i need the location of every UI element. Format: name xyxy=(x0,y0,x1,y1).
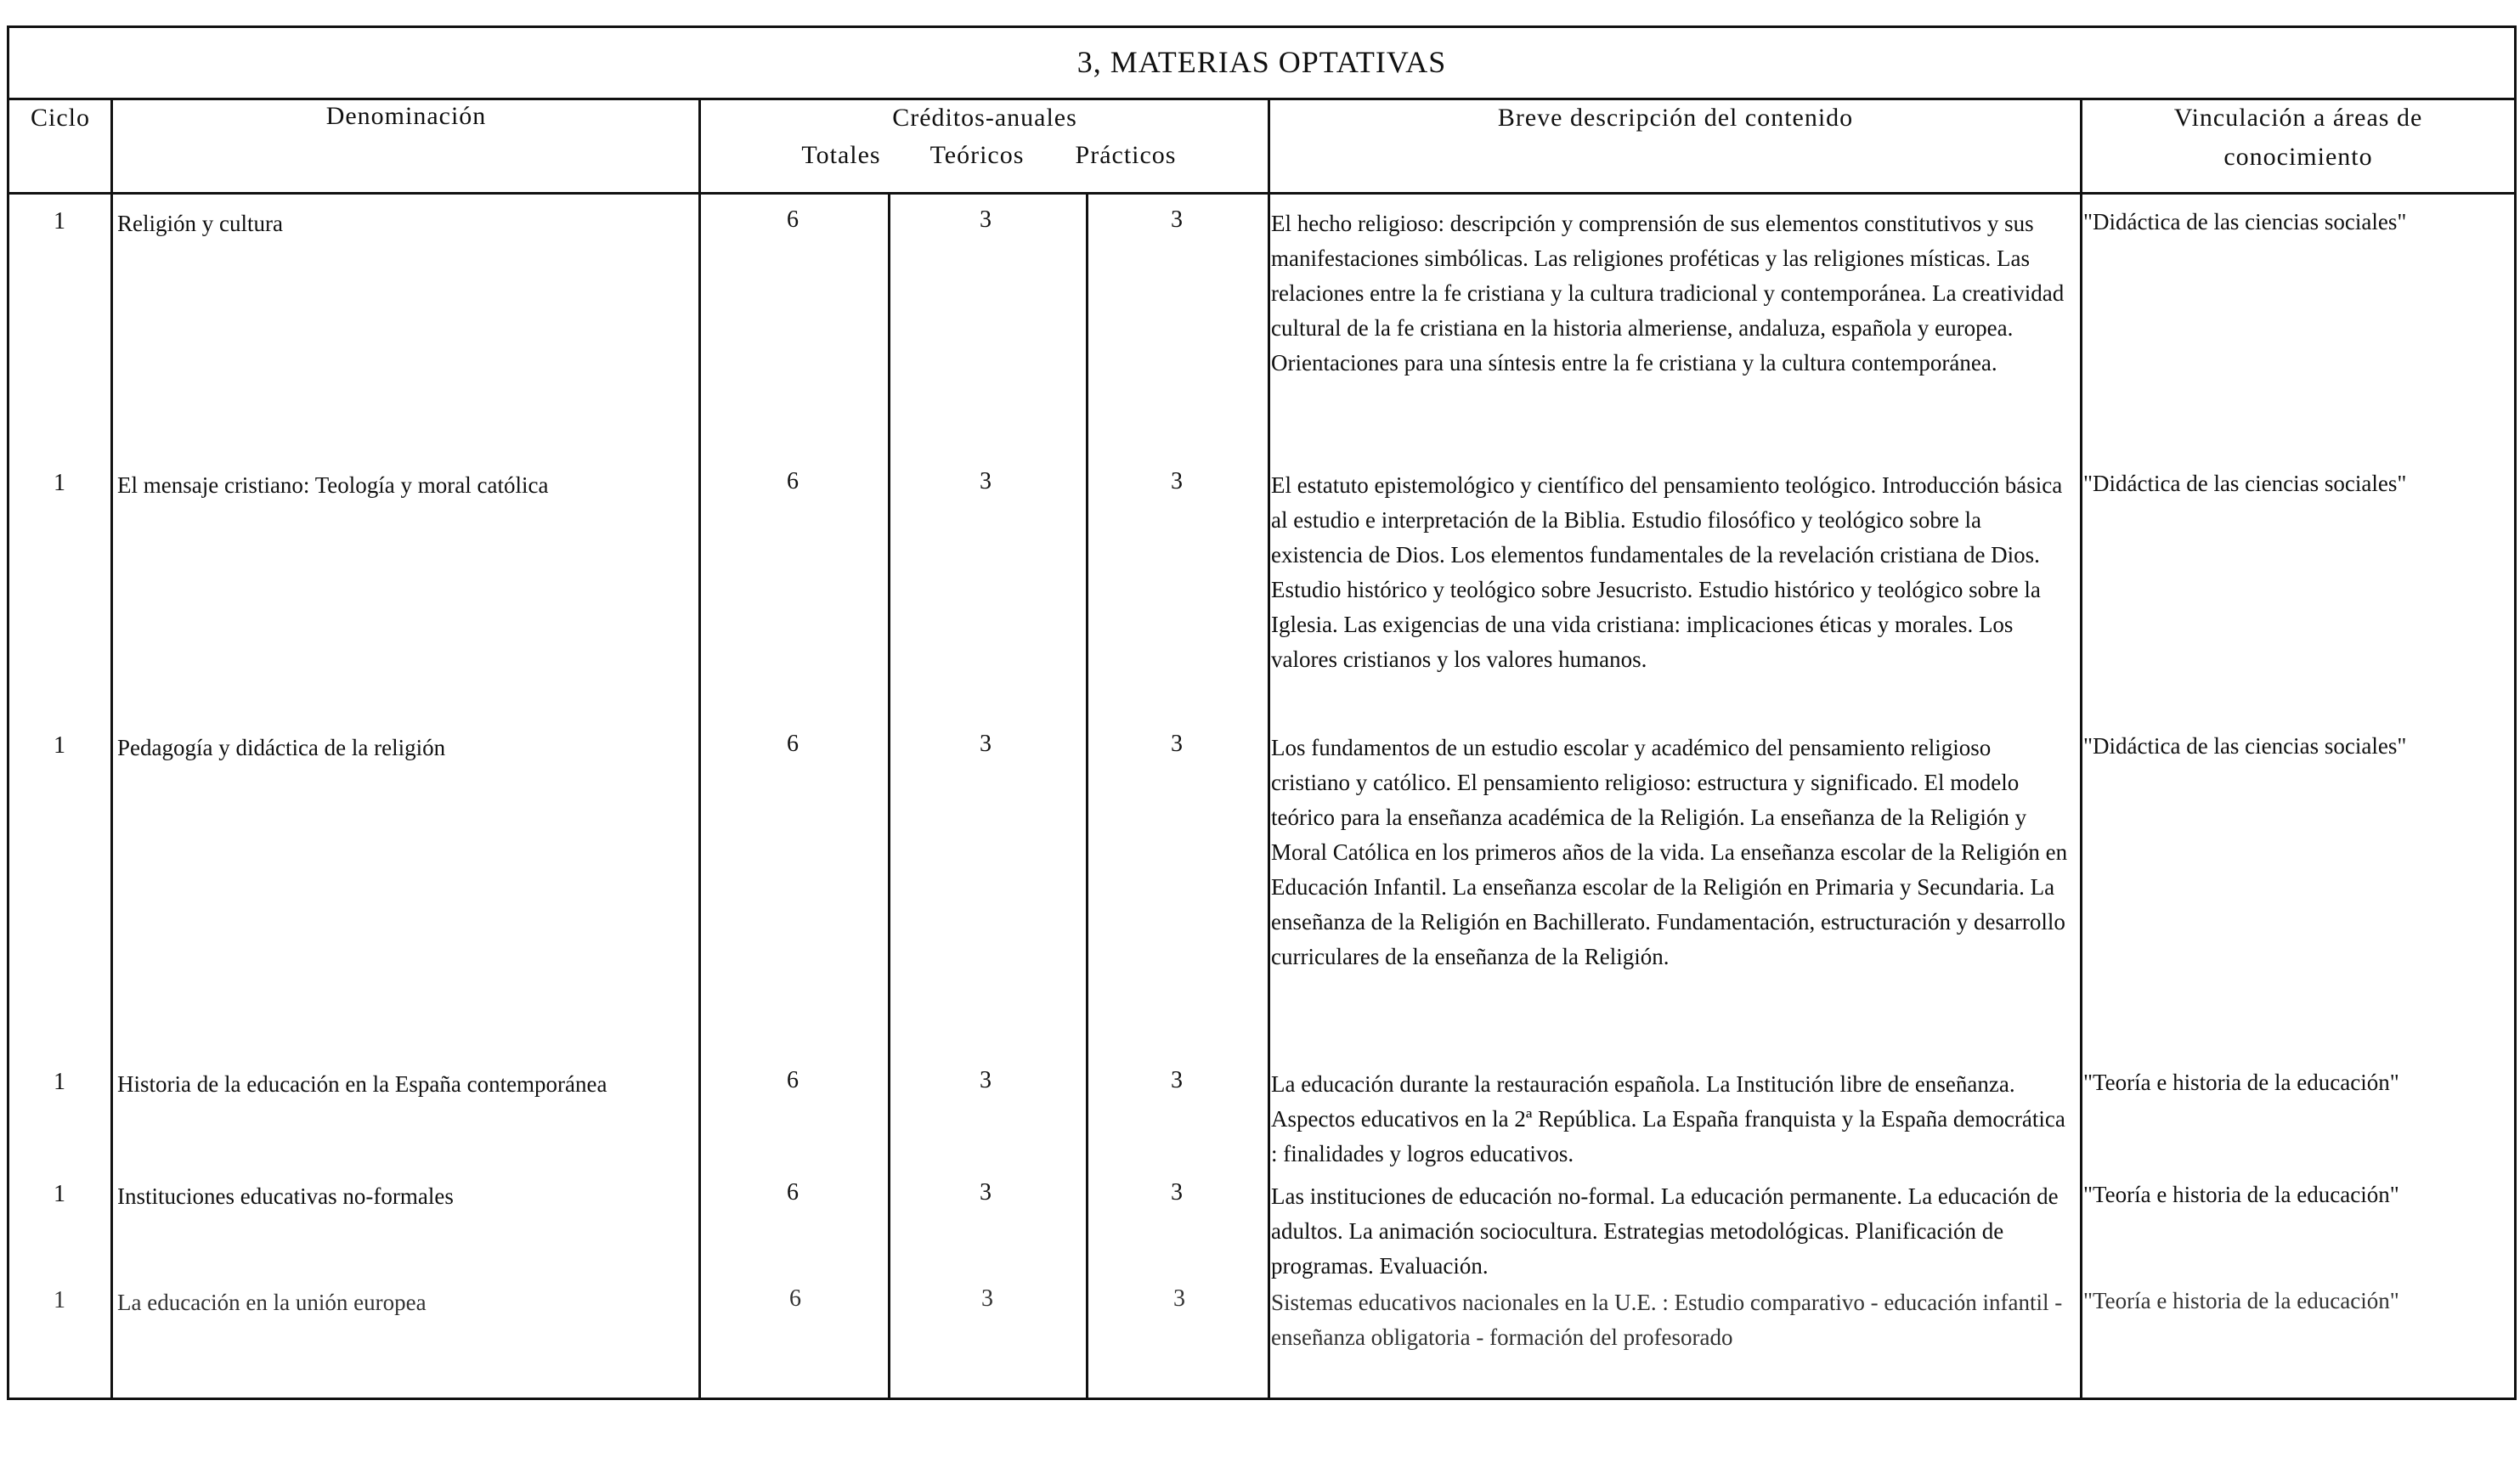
row-totales: 6 xyxy=(789,1285,801,1312)
row-area: "Teoría e historia de la educación" xyxy=(2083,1070,2399,1095)
col-divider xyxy=(1268,100,1270,1400)
row-teoricos: 3 xyxy=(980,731,992,757)
row-teoricos: 3 xyxy=(980,468,992,494)
row-teoricos: 3 xyxy=(980,206,992,233)
row-area: "Didáctica de las ciencias sociales" xyxy=(2083,471,2407,496)
row-denominacion: La educación en la unión europea xyxy=(117,1290,427,1315)
row-totales: 6 xyxy=(787,468,799,494)
row-totales: 6 xyxy=(787,731,799,757)
row-ciclo: 1 xyxy=(54,1181,65,1207)
row-ciclo: 1 xyxy=(54,470,65,496)
row-denominacion: El mensaje cristiano: Teología y moral católica xyxy=(117,472,549,498)
header-teoricos: Teóricos xyxy=(929,141,1025,169)
row-area: "Didáctica de las ciencias sociales" xyxy=(2083,733,2407,759)
header-totales: Totales xyxy=(801,141,881,169)
row-ciclo: 1 xyxy=(54,1287,65,1313)
col-divider xyxy=(888,194,890,1400)
col-divider xyxy=(698,100,701,1400)
row-denominacion: Instituciones educativas no-formales xyxy=(117,1183,454,1209)
row-teoricos: 3 xyxy=(981,1285,993,1312)
header-denominacion: Denominación xyxy=(325,102,487,130)
page-title: 3, MATERIAS OPTATIVAS xyxy=(7,25,2517,100)
row-practicos: 3 xyxy=(1171,206,1183,233)
row-descripcion: La educación durante la restauración española. La Institución libre de enseñanza. Aspectos educativos en la 2ª República. La España franquista y la España democrática : finalidades y logros educativos. xyxy=(1271,1071,2065,1166)
row-totales: 6 xyxy=(787,206,799,233)
row-teoricos: 3 xyxy=(980,1067,992,1093)
row-descripcion: Los fundamentos de un estudio escolar y académico del pensamiento religioso cristiano y católico. El pensamiento religioso: estructura y significado. El modelo teórico para la enseñanza académica de la Religión. La enseñanza de la Religión y Moral Católica en los primeros años de la vida. La enseñanza escolar de la Religión en Educación Infantil. La enseñanza escolar de la Religión en Primaria y Secundaria. La enseñanza de la Religión en Bachillerato. Fundamentación, estructuración y desarrollo curriculares de la enseñanza de la Religión. xyxy=(1271,735,2068,969)
row-teoricos: 3 xyxy=(980,1179,992,1206)
row-ciclo: 1 xyxy=(54,208,65,234)
row-practicos: 3 xyxy=(1171,1179,1183,1206)
row-area: "Didáctica de las ciencias sociales" xyxy=(2083,209,2407,234)
header-vinculacion: Vinculación a áreas de xyxy=(2173,104,2423,132)
row-denominacion: Religión y cultura xyxy=(117,211,283,236)
row-practicos: 3 xyxy=(1171,731,1183,757)
row-descripcion: El hecho religioso: descripción y comprensión de sus elementos constitutivos y sus manifestaciones simbólicas. Las religiones proféticas y las religiones místicas. Las relaciones entre la fe cristiana y la cultura tradicional y contemporánea. La creatividad cultural de la fe cristiana en la historia almeriense, andaluza, española y europea. Orientaciones para una síntesis entre la fe cristiana y la cultura contemporánea. xyxy=(1271,211,2065,376)
row-practicos: 3 xyxy=(1173,1285,1185,1312)
row-area: "Teoría e historia de la educación" xyxy=(2083,1182,2399,1207)
row-practicos: 3 xyxy=(1171,1067,1183,1093)
row-descripcion: Las instituciones de educación no-formal. La educación permanente. La educación de adultos. La animación sociocultura. Estrategias metodológicas. Planificación de programas. Evaluación. xyxy=(1271,1183,2059,1279)
header-ciclo: Ciclo xyxy=(31,104,90,132)
row-descripcion: Sistemas educativos nacionales en la U.E. : Estudio comparativo - educación infantil - enseñanza obligatoria - formación del profesorado xyxy=(1271,1290,2063,1350)
row-totales: 6 xyxy=(787,1067,799,1093)
col-divider xyxy=(110,100,113,1400)
row-ciclo: 1 xyxy=(54,1069,65,1095)
row-descripcion: El estatuto epistemológico y científico del pensamiento teológico. Introducción básica al estudio e interpretación de la Biblia. Estudio filosófico y teológico sobre la existencia de Dios. Los elementos fundamentales de la revelación cristiana de Dios. Estudio histórico y teológico sobre Jesucristo. Estudio histórico y teológico sobre la Iglesia. Las exigencias de una vida cristiana: implicaciones éticas y morales. Los valores cristianos y los valores humanos. xyxy=(1271,472,2063,672)
row-denominacion: Historia de la educación en la España contemporánea xyxy=(117,1071,607,1097)
row-practicos: 3 xyxy=(1171,468,1183,494)
row-totales: 6 xyxy=(787,1179,799,1206)
col-divider xyxy=(2080,100,2082,1400)
header-vinculacion: conocimiento xyxy=(2223,143,2373,171)
header-descripcion: Breve descripción del contenido xyxy=(1497,104,1854,132)
row-area: "Teoría e historia de la educación" xyxy=(2083,1288,2399,1313)
header-creditos: Créditos-anuales xyxy=(892,104,1077,132)
header-rule xyxy=(7,192,2517,195)
row-denominacion: Pedagogía y didáctica de la religión xyxy=(117,735,446,760)
header-practicos: Prácticos xyxy=(1075,141,1177,169)
col-divider xyxy=(1086,194,1088,1400)
row-ciclo: 1 xyxy=(54,732,65,759)
